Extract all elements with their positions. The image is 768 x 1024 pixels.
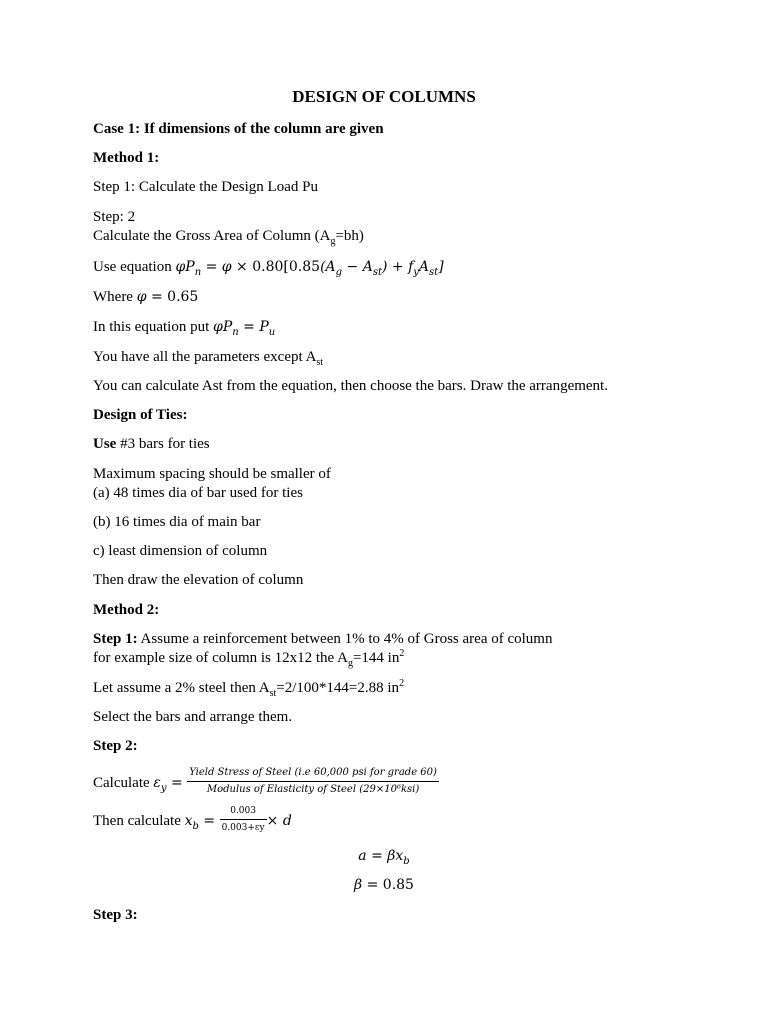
select-bars-line: Select the bars and arrange them. (93, 709, 293, 725)
xb-times-d: × d (266, 812, 292, 829)
put-line: In this equation put $\varphi P_n = P_u$ (93, 319, 276, 338)
calc-ast-line: You can calculate Ast from the equation, then choose the bars. Draw the arrangement. (93, 378, 608, 394)
method2-step2: Step 2: (93, 738, 138, 754)
method1-step1: Step 1: Calculate the Design Load Pu (93, 179, 318, 195)
use-equation-line: Use equation $\varphi P_n = \varphi \times 0.80[0.85(A_g - A_{st}) + f_yA_{st}]$ (93, 259, 444, 278)
elevation-line: Then draw the elevation of column (93, 572, 304, 588)
xb-symbol: $x_b$ = (184, 812, 220, 832)
calculate-xb-line: Then calculate $x_b$ = $\frac{0.003}{0.003+\varepsilon y}$ × d (93, 806, 292, 833)
example-line: for example size of column is 12x12 the $A_g=144$ $in^2$ (93, 648, 405, 669)
method2-step3: Step 3: (93, 907, 138, 923)
max-spacing-line: Maximum spacing should be smaller of (93, 466, 331, 482)
ties-option-a: (a) 48 times dia of bar used for ties (93, 485, 303, 501)
epsilon-y-symbol: $\varepsilon_y$ = (153, 774, 188, 794)
method1-step2-label: Step: 2 (93, 209, 136, 225)
where-line: Where φ = 0.65 (93, 289, 199, 305)
params-line: You have all the parameters except $A_{st}$ (93, 349, 324, 368)
ties-use-line: Use #3 bars for ties (93, 436, 210, 452)
xb-denominator: 0.003+εy (221, 823, 265, 833)
beta-equation: β = 0.85 (354, 877, 414, 893)
xb-fraction (220, 804, 267, 835)
ties-option-b: (b) 16 times dia of main bar (93, 514, 261, 530)
phi-value-equation: φ = 0.65 (136, 289, 199, 305)
case-heading: Case 1: If dimensions of the column are given (93, 121, 384, 137)
ties-option-c: c) least dimension of column (93, 543, 268, 559)
a-equation: $a = \beta x_b$ (358, 848, 410, 867)
xb-numerator: 0.003 (220, 804, 267, 820)
epsilon-y-fraction (187, 766, 439, 797)
calculate-epsilon-line: Calculate $\varepsilon_y$ = $\frac{\text{Yield Stress of Steel (i.e 60,000 psi for grade 60)}}{\text{Modulus of Elasticity of Steel (29×10⁶ksi)}}$ (93, 767, 437, 795)
epsilon-denominator: Modulus of Elasticity of Steel (29×10⁶ksi) (206, 784, 420, 795)
phi-pn-pu-equation: $\varphi P_n = P_u$ (213, 319, 276, 338)
epsilon-numerator: Yield Stress of Steel (i.e 60,000 psi for grade 60) (187, 766, 439, 782)
method2-heading: Method 2: (93, 602, 160, 618)
method2-step1: Step 1: Assume a reinforcement between 1% to 4% of Gross area of column (93, 631, 553, 647)
page-title: DESIGN OF COLUMNS (292, 87, 476, 106)
steel-line: Let assume a 2% steel then $A_{st}=2/100*144=2.88$ $in^2$ (93, 678, 405, 699)
design-strength-equation: $\varphi P_n = \varphi \times 0.80[0.85(A_g - A_{st}) + f_yA_{st}]$ (175, 259, 444, 278)
ties-heading: Design of Ties: (93, 407, 188, 423)
method1-heading: Method 1: (93, 150, 160, 166)
method1-step2-text: Calculate the Gross Area of Column $(A_g=bh)$ (93, 228, 364, 247)
